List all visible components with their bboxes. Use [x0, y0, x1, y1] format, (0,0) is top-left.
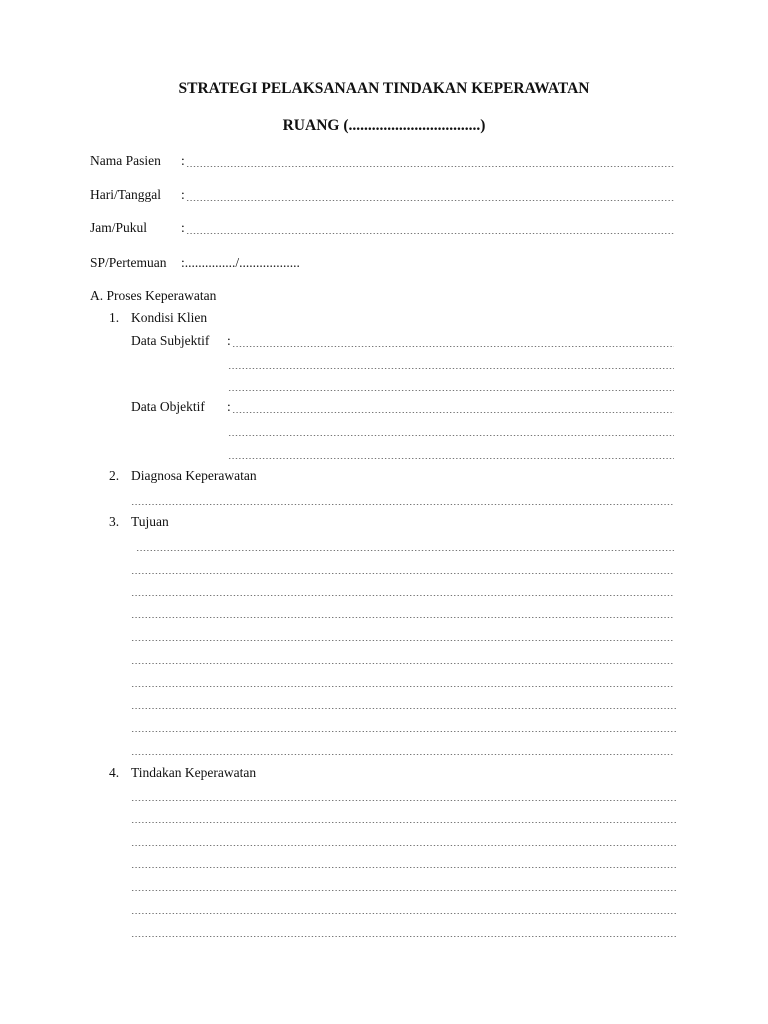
jam-pukul-colon: :: [181, 220, 185, 235]
hari-tanggal-label: Hari/Tanggal: [90, 187, 162, 202]
tujuan-line-7[interactable]: [131, 672, 674, 690]
jam-pukul-label: Jam/Pukul: [90, 220, 148, 235]
tindakan-line-4[interactable]: [131, 853, 677, 871]
nama-pasien-field[interactable]: [186, 152, 674, 170]
sp-pertemuan-field[interactable]: :.............../..................: [181, 255, 300, 270]
data-subjektif-line-2[interactable]: [228, 354, 674, 372]
data-objektif-label: Data Objektif: [131, 399, 205, 414]
data-objektif-line-2[interactable]: [228, 421, 674, 439]
document-title: STRATEGI PELAKSANAAN TINDAKAN KEPERAWATAN: [178, 80, 590, 97]
item-4-number: 4.: [109, 765, 120, 780]
diagnosa-line-1[interactable]: [131, 490, 674, 508]
room-subtitle: RUANG (..................................): [282, 117, 486, 134]
item-2-number: 2.: [109, 468, 120, 483]
tindakan-line-6[interactable]: [131, 899, 677, 917]
tujuan-line-2[interactable]: [131, 559, 674, 577]
nama-pasien-colon: :: [181, 153, 185, 168]
sp-pertemuan-label: SP/Pertemuan: [90, 255, 167, 270]
data-subjektif-line-3[interactable]: [228, 376, 674, 394]
tujuan-line-5[interactable]: [131, 626, 674, 644]
tujuan-line-6[interactable]: [131, 649, 674, 667]
tindakan-line-2[interactable]: [131, 808, 677, 826]
section-a-title: A. Proses Keperawatan: [90, 288, 217, 303]
data-subjektif-line-1[interactable]: [232, 332, 674, 350]
item-4-label: Tindakan Keperawatan: [131, 765, 257, 780]
tindakan-line-5[interactable]: [131, 876, 677, 894]
tindakan-line-1[interactable]: [131, 786, 677, 804]
tindakan-line-7[interactable]: [131, 922, 677, 940]
tujuan-line-1[interactable]: [136, 536, 674, 554]
tujuan-line-9[interactable]: [131, 717, 677, 735]
item-3-label: Tujuan: [131, 514, 169, 529]
jam-pukul-field[interactable]: [186, 219, 674, 237]
tujuan-line-8[interactable]: [131, 694, 677, 712]
tujuan-line-10[interactable]: [131, 740, 674, 758]
hari-tanggal-field[interactable]: [186, 186, 674, 204]
item-3-number: 3.: [109, 514, 120, 529]
data-subjektif-label: Data Subjektif: [131, 333, 210, 348]
data-objektif-line-3[interactable]: [228, 444, 674, 462]
tujuan-line-3[interactable]: [131, 581, 674, 599]
data-subjektif-colon: :: [227, 333, 231, 348]
item-1-label: Kondisi Klien: [131, 310, 208, 325]
hari-tanggal-colon: :: [181, 187, 185, 202]
data-objektif-colon: :: [227, 399, 231, 414]
data-objektif-line-1[interactable]: [232, 398, 674, 416]
item-2-label: Diagnosa Keperawatan: [131, 468, 257, 483]
tujuan-line-4[interactable]: [131, 603, 674, 621]
nama-pasien-label: Nama Pasien: [90, 153, 161, 168]
item-1-number: 1.: [109, 310, 120, 325]
tindakan-line-3[interactable]: [131, 831, 677, 849]
